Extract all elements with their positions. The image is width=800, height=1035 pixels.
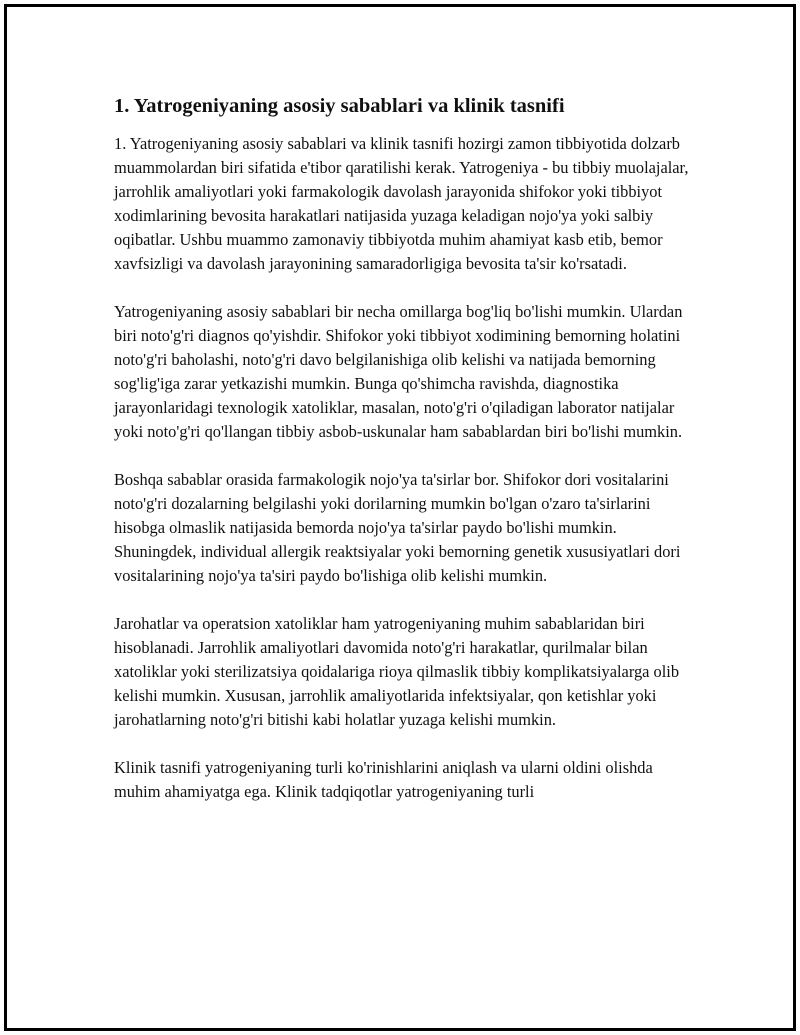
document-body: [114, 92, 694, 828]
paragraph-surgical: Jarohatlar va operatsion xatoliklar ham yatrogeniyaning muhim sabablaridan biri hisoblanadi. Jarrohlik amaliyotlari davomida noto'g'ri harakatlar, qurilmalar bilan xatoliklar yoki sterilizatsiya qoidalariga rioya qilmaslik tibbiy komplikatsiyalarga olib kelishi mumkin. Xususan, jarrohlik amaliyotlarida infektsiyalar, qon ketishlar yoki jarohatlarning noto'g'ri bitishi kabi holatlar yuzaga kelishi mumkin.: [114, 614, 680, 729]
paragraph-classification: Klinik tasnifi yatrogeniyaning turli ko'rinishlarini aniqlash va ularni oldini olishda muhim ahamiyatga ega. Klinik tadqiqotlar yatrogeniyaning turli: [114, 758, 653, 801]
paragraph-pharmacological: Boshqa sabablar orasida farmakologik nojo'ya ta'sirlar bor. Shifokor dori vositalarini noto'g'ri dozalarning belgilashi yoki dorilarning mumkin bo'lgan o'zaro ta'sirlarini hisobga olmaslik natijasida bemorda nojo'ya ta'sirlar paydo bo'lishi mumkin. Shuningdek, individual allergik reaktsiyalar yoki bemorning genetik xususiyatlari dori vositalarining nojo'ya ta'siri paydo bo'lishiga olib kelishi mumkin.: [114, 470, 681, 585]
paragraph-causes: Yatrogeniyaning asosiy sabablari bir necha omillarga bog'liq bo'lishi mumkin. Ulardan biri noto'g'ri diagnos qo'yishdir. Shifokor yoki tibbiyot xodimining bemorning holatini noto'g'ri baholashi, noto'g'ri davo belgilanishiga olib kelishi va natijada bemorning sog'lig'iga zarar yetkazishi mumkin. Bunga qo'shimcha ravishda, diagnostika jarayonlaridagi texnologik xatoliklar, masalan, noto'g'ri o'qiladigan laborator natijalar yoki noto'g'ri qo'llangan tibbiy asbob-uskunalar ham sabablardan biri bo'lishi mumkin.: [114, 302, 683, 441]
paragraph-intro: 1. Yatrogeniyaning asosiy sabablari va klinik tasnifi hozirgi zamon tibbiyotida dolzarb muammolardan biri sifatida e'tibor qaratilishi kerak. Yatrogeniya - bu tibbiy muolajalar, jarrohlik amaliyotlari yoki farmakologik davolash jarayonida shifokor yoki tibbiyot xodimlarining bevosita harakatlari natijasida yuzaga keladigan nojo'ya yoki salbiy oqibatlar. Ushbu muammo zamonaviy tibbiyotda muhim ahamiyat kasb etib, bemor xavfsizligi va davolash jarayonining samaradorligiga bevosita ta'sir ko'rsatadi.: [114, 134, 689, 273]
document-title: 1. Yatrogeniyaning asosiy sabablari va klinik tasnifi: [114, 95, 565, 117]
